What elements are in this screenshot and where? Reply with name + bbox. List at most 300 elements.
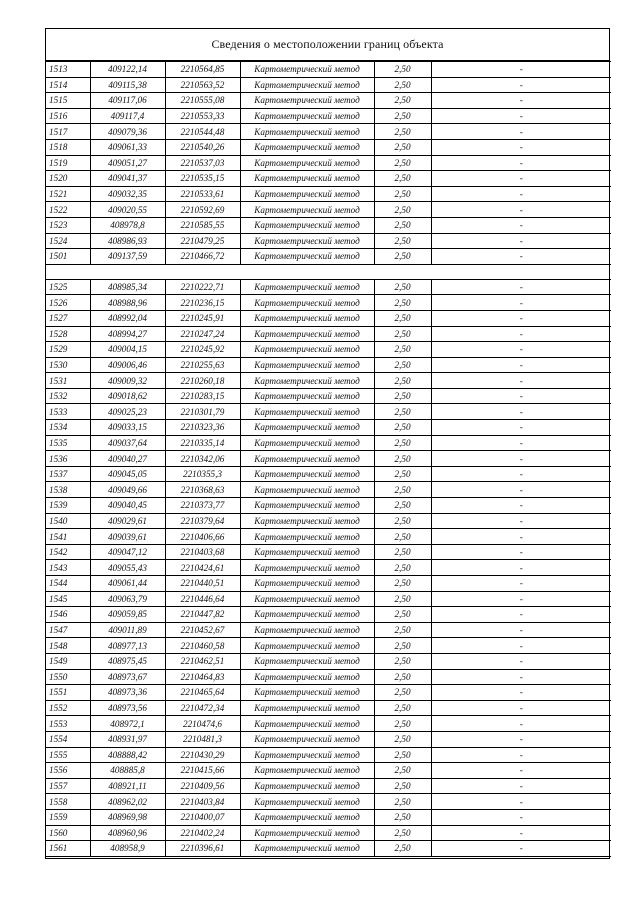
method-cell: Картометрический метод bbox=[240, 482, 374, 498]
accuracy-cell: 2,50 bbox=[374, 529, 431, 545]
x-coordinate-cell: 408885,8 bbox=[90, 763, 165, 779]
method-cell: Картометрический метод bbox=[240, 638, 374, 654]
point-number-cell: 1559 bbox=[46, 809, 90, 825]
accuracy-cell: 2,50 bbox=[374, 653, 431, 669]
accuracy-cell: 2,50 bbox=[374, 482, 431, 498]
accuracy-cell: 2,50 bbox=[374, 279, 431, 295]
method-cell: Картометрический метод bbox=[240, 763, 374, 779]
table-row bbox=[46, 747, 611, 763]
table-row bbox=[46, 388, 611, 404]
x-coordinate-cell: 408973,56 bbox=[90, 700, 165, 716]
y-coordinate-cell: 2210255,63 bbox=[165, 357, 240, 373]
table-row bbox=[46, 326, 611, 342]
x-coordinate-cell: 409040,45 bbox=[90, 498, 165, 514]
table-row bbox=[46, 357, 611, 373]
x-coordinate-cell: 409117,4 bbox=[90, 108, 165, 124]
point-number-cell: 1555 bbox=[46, 747, 90, 763]
document-frame bbox=[45, 28, 610, 859]
method-cell: Картометрический метод bbox=[240, 794, 374, 810]
table-section-b bbox=[46, 279, 611, 856]
method-cell: Картометрический метод bbox=[240, 217, 374, 233]
method-cell: Картометрический метод bbox=[240, 529, 374, 545]
method-cell: Картометрический метод bbox=[240, 513, 374, 529]
description-cell: - bbox=[431, 731, 611, 747]
point-number-cell: 1556 bbox=[46, 763, 90, 779]
accuracy-cell: 2,50 bbox=[374, 155, 431, 171]
x-coordinate-cell: 409137,59 bbox=[90, 249, 165, 265]
point-number-cell: 1551 bbox=[46, 685, 90, 701]
table-row bbox=[46, 731, 611, 747]
x-coordinate-cell: 409032,35 bbox=[90, 186, 165, 202]
description-cell: - bbox=[431, 700, 611, 716]
y-coordinate-cell: 2210537,03 bbox=[165, 155, 240, 171]
y-coordinate-cell: 2210355,3 bbox=[165, 466, 240, 482]
y-coordinate-cell: 2210592,69 bbox=[165, 202, 240, 218]
description-cell: - bbox=[431, 249, 611, 265]
table-row bbox=[46, 404, 611, 420]
accuracy-cell: 2,50 bbox=[374, 326, 431, 342]
point-number-cell: 1560 bbox=[46, 825, 90, 841]
description-cell: - bbox=[431, 62, 611, 78]
table-row bbox=[46, 342, 611, 358]
y-coordinate-cell: 2210462,51 bbox=[165, 653, 240, 669]
x-coordinate-cell: 408977,13 bbox=[90, 638, 165, 654]
y-coordinate-cell: 2210472,34 bbox=[165, 700, 240, 716]
point-number-cell: 1531 bbox=[46, 373, 90, 389]
y-coordinate-cell: 2210247,24 bbox=[165, 326, 240, 342]
y-coordinate-cell: 2210479,25 bbox=[165, 233, 240, 249]
method-cell: Картометрический метод bbox=[240, 560, 374, 576]
x-coordinate-cell: 409033,15 bbox=[90, 420, 165, 436]
table-row bbox=[46, 498, 611, 514]
y-coordinate-cell: 2210222,71 bbox=[165, 279, 240, 295]
point-number-cell: 1540 bbox=[46, 513, 90, 529]
table-row bbox=[46, 825, 611, 841]
description-cell: - bbox=[431, 825, 611, 841]
description-cell: - bbox=[431, 685, 611, 701]
method-cell: Картометрический метод bbox=[240, 451, 374, 467]
x-coordinate-cell: 408992,04 bbox=[90, 310, 165, 326]
accuracy-cell: 2,50 bbox=[374, 716, 431, 732]
point-number-cell: 1542 bbox=[46, 544, 90, 560]
accuracy-cell: 2,50 bbox=[374, 420, 431, 436]
description-cell: - bbox=[431, 466, 611, 482]
description-cell: - bbox=[431, 217, 611, 233]
point-number-cell: 1530 bbox=[46, 357, 90, 373]
x-coordinate-cell: 409061,33 bbox=[90, 139, 165, 155]
accuracy-cell: 2,50 bbox=[374, 576, 431, 592]
point-number-cell: 1552 bbox=[46, 700, 90, 716]
table-row bbox=[46, 841, 611, 857]
table-row bbox=[46, 513, 611, 529]
x-coordinate-cell: 409039,61 bbox=[90, 529, 165, 545]
description-cell: - bbox=[431, 155, 611, 171]
accuracy-cell: 2,50 bbox=[374, 233, 431, 249]
table-row bbox=[46, 763, 611, 779]
table-row bbox=[46, 669, 611, 685]
table-section-a bbox=[46, 62, 611, 265]
table-row bbox=[46, 279, 611, 295]
table-row bbox=[46, 155, 611, 171]
table-row bbox=[46, 809, 611, 825]
description-cell: - bbox=[431, 171, 611, 187]
accuracy-cell: 2,50 bbox=[374, 622, 431, 638]
x-coordinate-cell: 408973,67 bbox=[90, 669, 165, 685]
description-cell: - bbox=[431, 841, 611, 857]
description-cell: - bbox=[431, 202, 611, 218]
point-number-cell: 1519 bbox=[46, 155, 90, 171]
table-row bbox=[46, 93, 611, 109]
method-cell: Картометрический метод bbox=[240, 435, 374, 451]
method-cell: Картометрический метод bbox=[240, 233, 374, 249]
x-coordinate-cell: 408888,42 bbox=[90, 747, 165, 763]
y-coordinate-cell: 2210236,15 bbox=[165, 295, 240, 311]
y-coordinate-cell: 2210464,83 bbox=[165, 669, 240, 685]
accuracy-cell: 2,50 bbox=[374, 498, 431, 514]
y-coordinate-cell: 2210396,61 bbox=[165, 841, 240, 857]
description-cell: - bbox=[431, 498, 611, 514]
y-coordinate-cell: 2210544,48 bbox=[165, 124, 240, 140]
accuracy-cell: 2,50 bbox=[374, 202, 431, 218]
description-cell: - bbox=[431, 513, 611, 529]
point-number-cell: 1549 bbox=[46, 653, 90, 669]
table-row bbox=[46, 622, 611, 638]
table-row bbox=[46, 62, 611, 78]
point-number-cell: 1541 bbox=[46, 529, 90, 545]
description-cell: - bbox=[431, 778, 611, 794]
x-coordinate-cell: 409045,05 bbox=[90, 466, 165, 482]
x-coordinate-cell: 409063,79 bbox=[90, 591, 165, 607]
x-coordinate-cell: 408921,11 bbox=[90, 778, 165, 794]
method-cell: Картометрический метод bbox=[240, 591, 374, 607]
point-number-cell: 1537 bbox=[46, 466, 90, 482]
description-cell: - bbox=[431, 529, 611, 545]
accuracy-cell: 2,50 bbox=[374, 513, 431, 529]
table-row bbox=[46, 202, 611, 218]
x-coordinate-cell: 409041,37 bbox=[90, 171, 165, 187]
point-number-cell: 1527 bbox=[46, 310, 90, 326]
accuracy-cell: 2,50 bbox=[374, 685, 431, 701]
method-cell: Картометрический метод bbox=[240, 498, 374, 514]
description-cell: - bbox=[431, 124, 611, 140]
method-cell: Картометрический метод bbox=[240, 295, 374, 311]
point-number-cell: 1522 bbox=[46, 202, 90, 218]
description-cell: - bbox=[431, 310, 611, 326]
accuracy-cell: 2,50 bbox=[374, 809, 431, 825]
accuracy-cell: 2,50 bbox=[374, 217, 431, 233]
description-cell: - bbox=[431, 233, 611, 249]
table-row bbox=[46, 139, 611, 155]
description-cell: - bbox=[431, 576, 611, 592]
description-cell: - bbox=[431, 451, 611, 467]
method-cell: Картометрический метод bbox=[240, 466, 374, 482]
point-number-cell: 1523 bbox=[46, 217, 90, 233]
method-cell: Картометрический метод bbox=[240, 93, 374, 109]
x-coordinate-cell: 408931,97 bbox=[90, 731, 165, 747]
x-coordinate-cell: 409055,43 bbox=[90, 560, 165, 576]
point-number-cell: 1513 bbox=[46, 62, 90, 78]
x-coordinate-cell: 409117,06 bbox=[90, 93, 165, 109]
point-number-cell: 1548 bbox=[46, 638, 90, 654]
method-cell: Картометрический метод bbox=[240, 809, 374, 825]
method-cell: Картометрический метод bbox=[240, 778, 374, 794]
y-coordinate-cell: 2210402,24 bbox=[165, 825, 240, 841]
table-row bbox=[46, 420, 611, 436]
point-number-cell: 1538 bbox=[46, 482, 90, 498]
method-cell: Картометрический метод bbox=[240, 124, 374, 140]
x-coordinate-cell: 409115,38 bbox=[90, 77, 165, 93]
description-cell: - bbox=[431, 404, 611, 420]
method-cell: Картометрический метод bbox=[240, 607, 374, 623]
point-number-cell: 1515 bbox=[46, 93, 90, 109]
y-coordinate-cell: 2210481,3 bbox=[165, 731, 240, 747]
accuracy-cell: 2,50 bbox=[374, 763, 431, 779]
method-cell: Картометрический метод bbox=[240, 731, 374, 747]
accuracy-cell: 2,50 bbox=[374, 139, 431, 155]
point-number-cell: 1521 bbox=[46, 186, 90, 202]
y-coordinate-cell: 2210260,18 bbox=[165, 373, 240, 389]
method-cell: Картометрический метод bbox=[240, 388, 374, 404]
method-cell: Картометрический метод bbox=[240, 155, 374, 171]
table-row bbox=[46, 778, 611, 794]
description-cell: - bbox=[431, 388, 611, 404]
table-row bbox=[46, 685, 611, 701]
method-cell: Картометрический метод bbox=[240, 171, 374, 187]
y-coordinate-cell: 2210553,33 bbox=[165, 108, 240, 124]
x-coordinate-cell: 408978,8 bbox=[90, 217, 165, 233]
y-coordinate-cell: 2210540,26 bbox=[165, 139, 240, 155]
x-coordinate-cell: 409047,12 bbox=[90, 544, 165, 560]
method-cell: Картометрический метод bbox=[240, 77, 374, 93]
description-cell: - bbox=[431, 591, 611, 607]
y-coordinate-cell: 2210245,91 bbox=[165, 310, 240, 326]
x-coordinate-cell: 408994,27 bbox=[90, 326, 165, 342]
table-row bbox=[46, 638, 611, 654]
table-row bbox=[46, 529, 611, 545]
y-coordinate-cell: 2210555,08 bbox=[165, 93, 240, 109]
x-coordinate-cell: 408969,98 bbox=[90, 809, 165, 825]
x-coordinate-cell: 409011,89 bbox=[90, 622, 165, 638]
y-coordinate-cell: 2210368,63 bbox=[165, 482, 240, 498]
point-number-cell: 1517 bbox=[46, 124, 90, 140]
x-coordinate-cell: 408960,96 bbox=[90, 825, 165, 841]
method-cell: Картометрический метод bbox=[240, 544, 374, 560]
y-coordinate-cell: 2210409,56 bbox=[165, 778, 240, 794]
point-number-cell: 1536 bbox=[46, 451, 90, 467]
accuracy-cell: 2,50 bbox=[374, 93, 431, 109]
y-coordinate-cell: 2210564,85 bbox=[165, 62, 240, 78]
method-cell: Картометрический метод bbox=[240, 186, 374, 202]
y-coordinate-cell: 2210301,79 bbox=[165, 404, 240, 420]
point-number-cell: 1554 bbox=[46, 731, 90, 747]
y-coordinate-cell: 2210323,36 bbox=[165, 420, 240, 436]
description-cell: - bbox=[431, 279, 611, 295]
method-cell: Картометрический метод bbox=[240, 139, 374, 155]
point-number-cell: 1535 bbox=[46, 435, 90, 451]
method-cell: Картометрический метод bbox=[240, 62, 374, 78]
point-number-cell: 1516 bbox=[46, 108, 90, 124]
accuracy-cell: 2,50 bbox=[374, 544, 431, 560]
accuracy-cell: 2,50 bbox=[374, 77, 431, 93]
point-number-cell: 1525 bbox=[46, 279, 90, 295]
y-coordinate-cell: 2210430,29 bbox=[165, 747, 240, 763]
accuracy-cell: 2,50 bbox=[374, 342, 431, 358]
accuracy-cell: 2,50 bbox=[374, 108, 431, 124]
description-cell: - bbox=[431, 544, 611, 560]
description-cell: - bbox=[431, 108, 611, 124]
y-coordinate-cell: 2210283,15 bbox=[165, 388, 240, 404]
x-coordinate-cell: 409006,46 bbox=[90, 357, 165, 373]
table-row bbox=[46, 77, 611, 93]
accuracy-cell: 2,50 bbox=[374, 310, 431, 326]
method-cell: Картометрический метод bbox=[240, 716, 374, 732]
point-number-cell: 1520 bbox=[46, 171, 90, 187]
accuracy-cell: 2,50 bbox=[374, 124, 431, 140]
description-cell: - bbox=[431, 607, 611, 623]
y-coordinate-cell: 2210585,55 bbox=[165, 217, 240, 233]
y-coordinate-cell: 2210535,15 bbox=[165, 171, 240, 187]
table-row bbox=[46, 560, 611, 576]
method-cell: Картометрический метод bbox=[240, 420, 374, 436]
table-row bbox=[46, 186, 611, 202]
y-coordinate-cell: 2210403,84 bbox=[165, 794, 240, 810]
point-number-cell: 1545 bbox=[46, 591, 90, 607]
point-number-cell: 1532 bbox=[46, 388, 90, 404]
accuracy-cell: 2,50 bbox=[374, 295, 431, 311]
y-coordinate-cell: 2210563,52 bbox=[165, 77, 240, 93]
y-coordinate-cell: 2210245,92 bbox=[165, 342, 240, 358]
description-cell: - bbox=[431, 77, 611, 93]
table-gap bbox=[46, 264, 611, 279]
table-row bbox=[46, 607, 611, 623]
accuracy-cell: 2,50 bbox=[374, 249, 431, 265]
accuracy-cell: 2,50 bbox=[374, 435, 431, 451]
table-row bbox=[46, 466, 611, 482]
method-cell: Картометрический метод bbox=[240, 326, 374, 342]
y-coordinate-cell: 2210403,68 bbox=[165, 544, 240, 560]
accuracy-cell: 2,50 bbox=[374, 404, 431, 420]
method-cell: Картометрический метод bbox=[240, 279, 374, 295]
method-cell: Картометрический метод bbox=[240, 342, 374, 358]
x-coordinate-cell: 409029,61 bbox=[90, 513, 165, 529]
accuracy-cell: 2,50 bbox=[374, 794, 431, 810]
point-number-cell: 1534 bbox=[46, 420, 90, 436]
x-coordinate-cell: 408958,9 bbox=[90, 841, 165, 857]
page-title: Сведения о местоположении границ объекта bbox=[46, 29, 609, 61]
method-cell: Картометрический метод bbox=[240, 622, 374, 638]
x-coordinate-cell: 408988,96 bbox=[90, 295, 165, 311]
accuracy-cell: 2,50 bbox=[374, 669, 431, 685]
point-number-cell: 1514 bbox=[46, 77, 90, 93]
y-coordinate-cell: 2210452,67 bbox=[165, 622, 240, 638]
y-coordinate-cell: 2210447,82 bbox=[165, 607, 240, 623]
method-cell: Картометрический метод bbox=[240, 310, 374, 326]
y-coordinate-cell: 2210466,72 bbox=[165, 249, 240, 265]
table-row bbox=[46, 716, 611, 732]
x-coordinate-cell: 408975,45 bbox=[90, 653, 165, 669]
point-number-cell: 1557 bbox=[46, 778, 90, 794]
x-coordinate-cell: 409037,64 bbox=[90, 435, 165, 451]
table-row bbox=[46, 435, 611, 451]
accuracy-cell: 2,50 bbox=[374, 638, 431, 654]
x-coordinate-cell: 409025,23 bbox=[90, 404, 165, 420]
description-cell: - bbox=[431, 435, 611, 451]
x-coordinate-cell: 409059,85 bbox=[90, 607, 165, 623]
description-cell: - bbox=[431, 809, 611, 825]
method-cell: Картометрический метод bbox=[240, 841, 374, 857]
point-number-cell: 1561 bbox=[46, 841, 90, 857]
description-cell: - bbox=[431, 93, 611, 109]
method-cell: Картометрический метод bbox=[240, 669, 374, 685]
accuracy-cell: 2,50 bbox=[374, 388, 431, 404]
coordinates-table bbox=[46, 61, 611, 857]
method-cell: Картометрический метод bbox=[240, 576, 374, 592]
x-coordinate-cell: 409009,32 bbox=[90, 373, 165, 389]
description-cell: - bbox=[431, 716, 611, 732]
table-row bbox=[46, 171, 611, 187]
x-coordinate-cell: 408985,34 bbox=[90, 279, 165, 295]
point-number-cell: 1539 bbox=[46, 498, 90, 514]
method-cell: Картометрический метод bbox=[240, 685, 374, 701]
point-number-cell: 1533 bbox=[46, 404, 90, 420]
description-cell: - bbox=[431, 186, 611, 202]
method-cell: Картометрический метод bbox=[240, 404, 374, 420]
x-coordinate-cell: 409079,36 bbox=[90, 124, 165, 140]
x-coordinate-cell: 409040,27 bbox=[90, 451, 165, 467]
point-number-cell: 1501 bbox=[46, 249, 90, 265]
table-row bbox=[46, 653, 611, 669]
x-coordinate-cell: 408962,02 bbox=[90, 794, 165, 810]
table-row bbox=[46, 124, 611, 140]
y-coordinate-cell: 2210474,6 bbox=[165, 716, 240, 732]
point-number-cell: 1558 bbox=[46, 794, 90, 810]
description-cell: - bbox=[431, 560, 611, 576]
point-number-cell: 1553 bbox=[46, 716, 90, 732]
point-number-cell: 1518 bbox=[46, 139, 90, 155]
method-cell: Картометрический метод bbox=[240, 825, 374, 841]
y-coordinate-cell: 2210415,66 bbox=[165, 763, 240, 779]
table-row bbox=[46, 700, 611, 716]
description-cell: - bbox=[431, 357, 611, 373]
y-coordinate-cell: 2210335,14 bbox=[165, 435, 240, 451]
x-coordinate-cell: 409049,66 bbox=[90, 482, 165, 498]
method-cell: Картометрический метод bbox=[240, 249, 374, 265]
point-number-cell: 1529 bbox=[46, 342, 90, 358]
point-number-cell: 1547 bbox=[46, 622, 90, 638]
y-coordinate-cell: 2210379,64 bbox=[165, 513, 240, 529]
accuracy-cell: 2,50 bbox=[374, 747, 431, 763]
table-row bbox=[46, 249, 611, 265]
accuracy-cell: 2,50 bbox=[374, 731, 431, 747]
description-cell: - bbox=[431, 638, 611, 654]
description-cell: - bbox=[431, 139, 611, 155]
point-number-cell: 1544 bbox=[46, 576, 90, 592]
description-cell: - bbox=[431, 794, 611, 810]
method-cell: Картометрический метод bbox=[240, 373, 374, 389]
point-number-cell: 1543 bbox=[46, 560, 90, 576]
accuracy-cell: 2,50 bbox=[374, 466, 431, 482]
y-coordinate-cell: 2210533,61 bbox=[165, 186, 240, 202]
table-row bbox=[46, 108, 611, 124]
description-cell: - bbox=[431, 653, 611, 669]
accuracy-cell: 2,50 bbox=[374, 62, 431, 78]
x-coordinate-cell: 408986,93 bbox=[90, 233, 165, 249]
table-row bbox=[46, 576, 611, 592]
accuracy-cell: 2,50 bbox=[374, 560, 431, 576]
point-number-cell: 1528 bbox=[46, 326, 90, 342]
y-coordinate-cell: 2210342,06 bbox=[165, 451, 240, 467]
method-cell: Картометрический метод bbox=[240, 747, 374, 763]
